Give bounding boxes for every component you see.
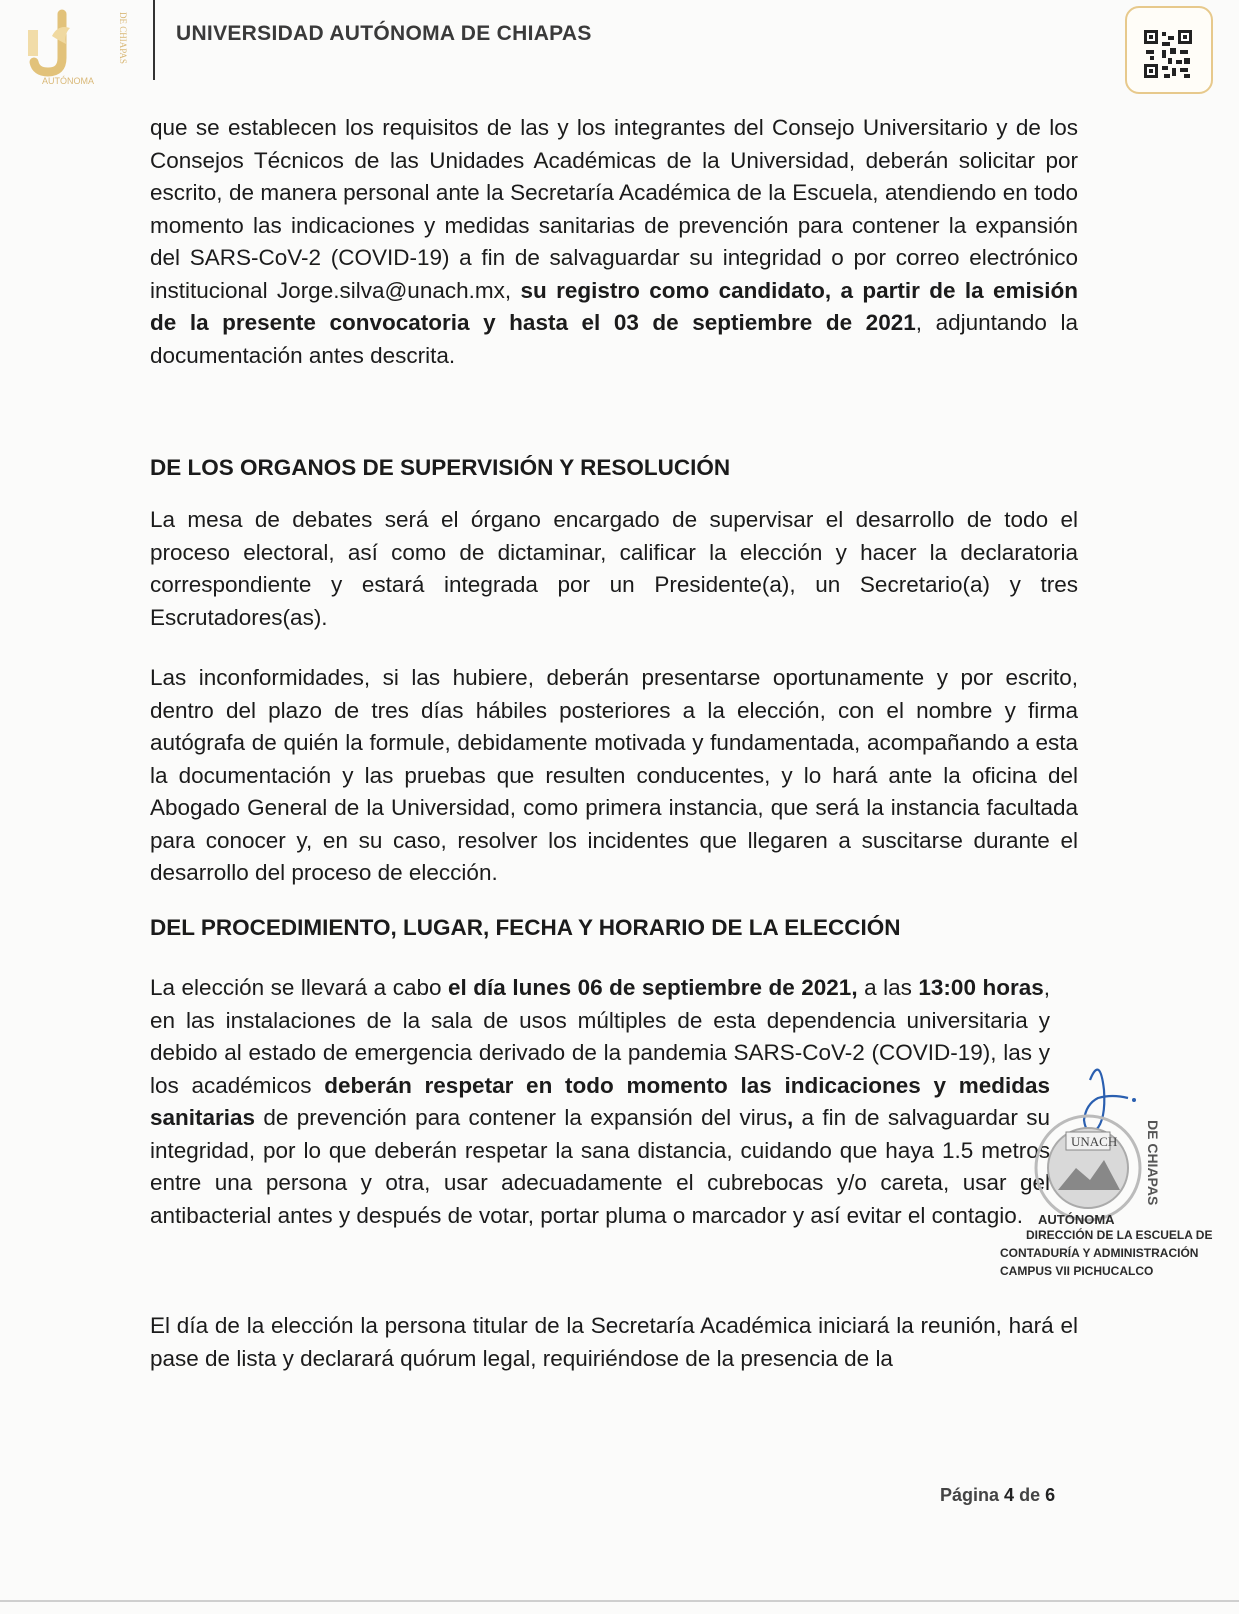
- paragraph-election-day: [150, 1310, 1078, 1375]
- text-run: de prevención para contener la expansión del virus: [255, 1105, 787, 1130]
- paragraph-text: [150, 112, 1078, 372]
- header-divider: [153, 0, 155, 80]
- paragraph-text: Las inconformidades, si las hubiere, deberán presentarse oportunamente y por escrito, dentro del plazo de tres días hábiles posteriores a la elección, con el nombre y firma autógrafa de quién la formule, debidamente motivada y fundamentada, acompañando a esta la documentación y las pruebas que resulten conducentes, y lo hará ante la oficina del Abogado General de la Universidad, como primera instancia, que será la instancia facultada para conocer y, en su caso, resolver los incidentes que llegaren a suscitarse durante el desarrollo del proceso de elección.: [150, 665, 1078, 885]
- page-header: [0, 0, 1239, 110]
- text-run: , en las instalaciones de la sala de usos múltiples de esta dependencia universitaria y debido al estado de emergencia derivado de la pandemia SARS-CoV-2 (COVID-19), las y los académicos: [150, 975, 1051, 1098]
- paragraph-registration: [150, 112, 1078, 372]
- page-number: [940, 1485, 1055, 1506]
- text-run: La elección se llevará a cabo: [150, 975, 449, 1000]
- stamp-line: CAMPUS VII PICHUCALCO: [1000, 1264, 1154, 1278]
- section-heading-procedure: [150, 912, 1078, 944]
- text-run: a fin de salvaguardar su integridad, por lo que deberán respetar la sana distancia, cuidando que haya 1.5 metros entre una persona y otra, usar adecuadamente el cubrebocas y/o careta, usar gel antibacterial antes y después de votar, portar pluma o marcador y así evitar el contagio.: [150, 1105, 1050, 1228]
- logo-side-text: DE CHIAPAS: [118, 12, 128, 64]
- text-run: , adjuntando la documentación antes descrita.: [150, 310, 1078, 368]
- paragraph-debate-table: [150, 504, 1078, 634]
- page-total: 6: [1045, 1485, 1056, 1505]
- paragraph-nonconformities: [150, 662, 1078, 890]
- qr-code-frame: [1125, 6, 1213, 94]
- section-heading: DEL PROCEDIMIENTO, LUGAR, FECHA Y HORARIO DE LA ELECCIÓN: [150, 915, 901, 940]
- bold-run: deberán respetar en todo momento las indicaciones y medidas sanitarias: [150, 1072, 1051, 1130]
- official-stamp: [1000, 1060, 1230, 1320]
- paragraph-election-date: [150, 972, 1050, 1232]
- logo-text: AUTÓNOMA: [42, 76, 95, 86]
- section-heading-supervision: [150, 452, 1078, 484]
- stamp-line: AUTÓNOMA: [1038, 1212, 1115, 1227]
- page-bottom-edge: [0, 1600, 1239, 1602]
- page-label: Página: [940, 1485, 1000, 1505]
- bold-run: 13:00 horas: [918, 975, 1044, 1000]
- paragraph-text: El día de la elección la persona titular de la Secretaría Académica iniciará la reunión, hará el pase de lista y declarará quórum legal, requiriéndose de la presencia de la: [150, 1313, 1078, 1371]
- page-current: 4: [1004, 1485, 1015, 1505]
- university-logo: [22, 6, 132, 90]
- seal-side-text: DE CHIAPAS: [1145, 1120, 1161, 1206]
- qr-code-icon: [1144, 30, 1192, 78]
- text-run: a las: [857, 975, 919, 1000]
- bold-run: el día lunes 06 de septiembre de 2021,: [448, 975, 858, 1000]
- stamp-line: CONTADURÍA Y ADMINISTRACIÓN: [1000, 1246, 1199, 1260]
- stamp-line: DIRECCIÓN DE LA ESCUELA DE: [1026, 1228, 1213, 1242]
- text-run: que se establecen los requisitos de las y los integrantes del Consejo Universitario y de los Consejos Técnicos de las Unidades Académicas de la Universidad, deberán solicitar por escrito, de manera personal ante la Secretaría Académica de la Escuela, atendiendo en todo momento las indicaciones y medidas sanitarias de prevención para contener la expansión del SARS-CoV-2 (COVID-19) a fin de salvaguardar su integridad o por correo electrónico institucional Jorge.silva@unach.mx,: [150, 115, 1078, 303]
- section-heading: DE LOS ORGANOS DE SUPERVISIÓN Y RESOLUCIÓN: [150, 455, 731, 480]
- page-of: de: [1019, 1485, 1041, 1505]
- paragraph-text: La mesa de debates será el órgano encargado de supervisar el desarrollo de todo el proceso electoral, así como de dictaminar, calificar la elección y hacer la declaratoria correspondiente y estará integrada por un Presidente(a), un Secretario(a) y tres Escrutadores(as).: [150, 507, 1078, 630]
- bold-run: ,: [786, 1105, 794, 1130]
- seal-inner-text: UNACH: [1071, 1134, 1118, 1149]
- university-title: UNIVERSIDAD AUTÓNOMA DE CHIAPAS: [176, 22, 592, 45]
- paragraph-text: [150, 972, 1050, 1232]
- bold-run: su registro como candidato, a partir de la emisión de la presente convocatoria y hasta el 03 de septiembre de 2021: [150, 277, 1078, 335]
